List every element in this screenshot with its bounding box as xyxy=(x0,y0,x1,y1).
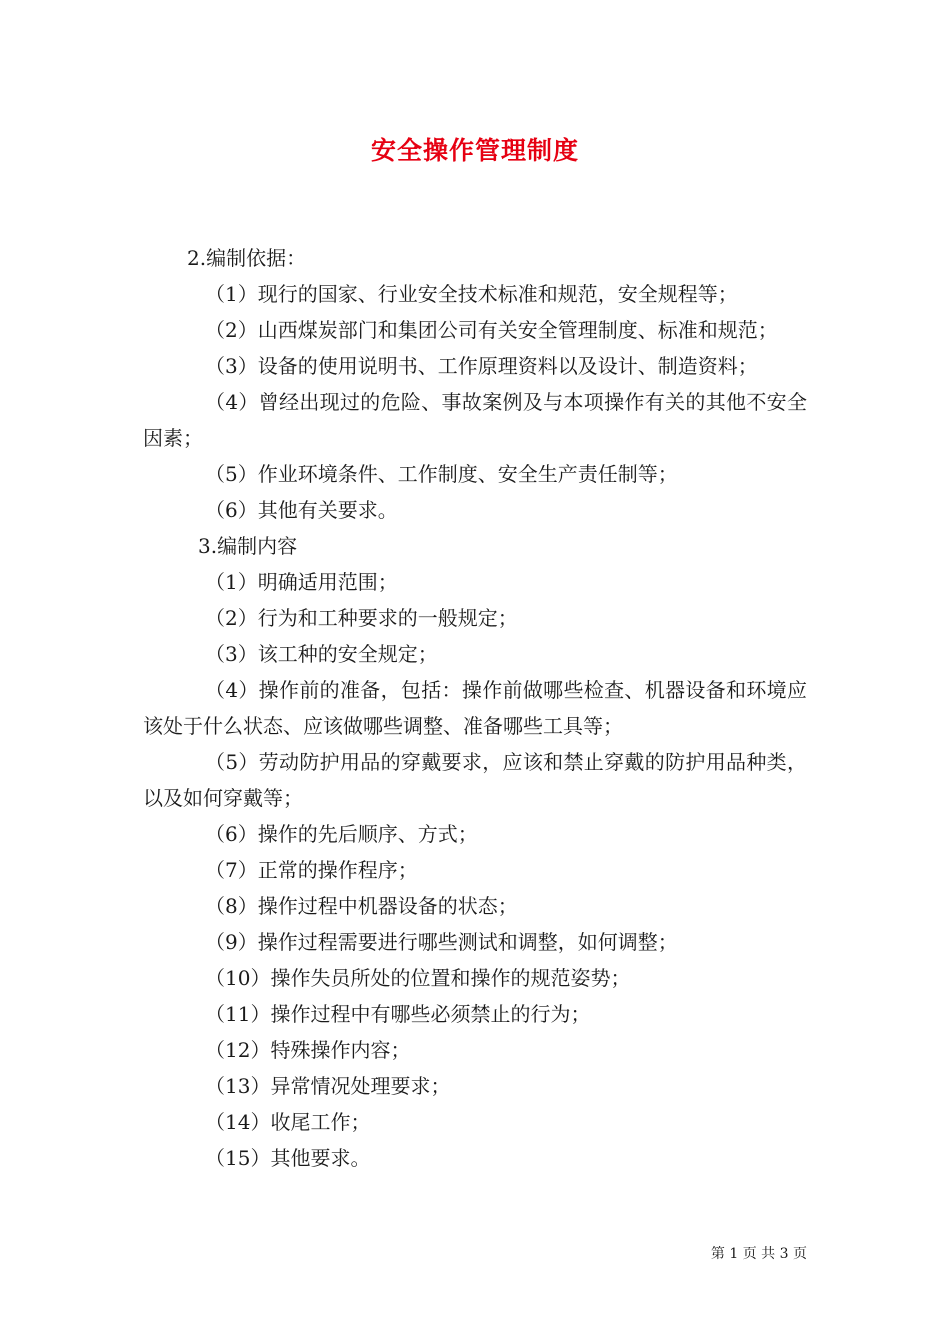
list-item: （5）作业环境条件、工作制度、安全生产责任制等； xyxy=(205,462,678,486)
list-item: （12）特殊操作内容； xyxy=(205,1038,411,1062)
list-item: （2）行为和工种要求的一般规定； xyxy=(205,606,518,630)
list-item: （5）劳动防护用品的穿戴要求，应该和禁止穿戴的防护用品种类，以及如何穿戴等； xyxy=(143,750,807,810)
list-item: （1）现行的国家、行业安全技术标准和规范，安全规程等； xyxy=(205,282,738,306)
list-item: （8）操作过程中机器设备的状态； xyxy=(205,894,518,918)
list-item: （4）操作前的准备，包括：操作前做哪些检查、机器设备和环境应该处于什么状态、应该做哪些调整、准备哪些工具等； xyxy=(143,678,807,738)
document-body xyxy=(143,240,807,1176)
list-item: （14）收尾工作； xyxy=(205,1110,371,1134)
list-item: （11）操作过程中有哪些必须禁止的行为； xyxy=(205,1002,591,1026)
section-heading-content: 3.编制内容 xyxy=(198,534,298,558)
list-item: （7）正常的操作程序； xyxy=(205,858,418,882)
list-item: （13）异常情况处理要求； xyxy=(205,1074,451,1098)
list-item: （3）设备的使用说明书、工作原理资料以及设计、制造资料； xyxy=(205,354,758,378)
list-item: （9）操作过程需要进行哪些测试和调整，如何调整； xyxy=(205,930,678,954)
list-item: （15）其他要求。 xyxy=(205,1146,371,1170)
list-item: （6）其他有关要求。 xyxy=(205,498,398,522)
section-heading-basis: 2.编制依据： xyxy=(187,246,307,270)
list-item: （2）山西煤炭部门和集团公司有关安全管理制度、标准和规范； xyxy=(205,318,778,342)
list-item: （6）操作的先后顺序、方式； xyxy=(205,822,478,846)
list-item: （3）该工种的安全规定； xyxy=(205,642,438,666)
list-item: （1）明确适用范围； xyxy=(205,570,398,594)
document-title: 安全操作管理制度 xyxy=(370,136,579,165)
list-item: （10）操作失员所处的位置和操作的规范姿势； xyxy=(205,966,631,990)
list-item: （4）曾经出现过的危险、事故案例及与本项操作有关的其他不安全因素； xyxy=(143,390,807,450)
page-number: 第 1 页 共 3 页 xyxy=(710,1246,807,1262)
